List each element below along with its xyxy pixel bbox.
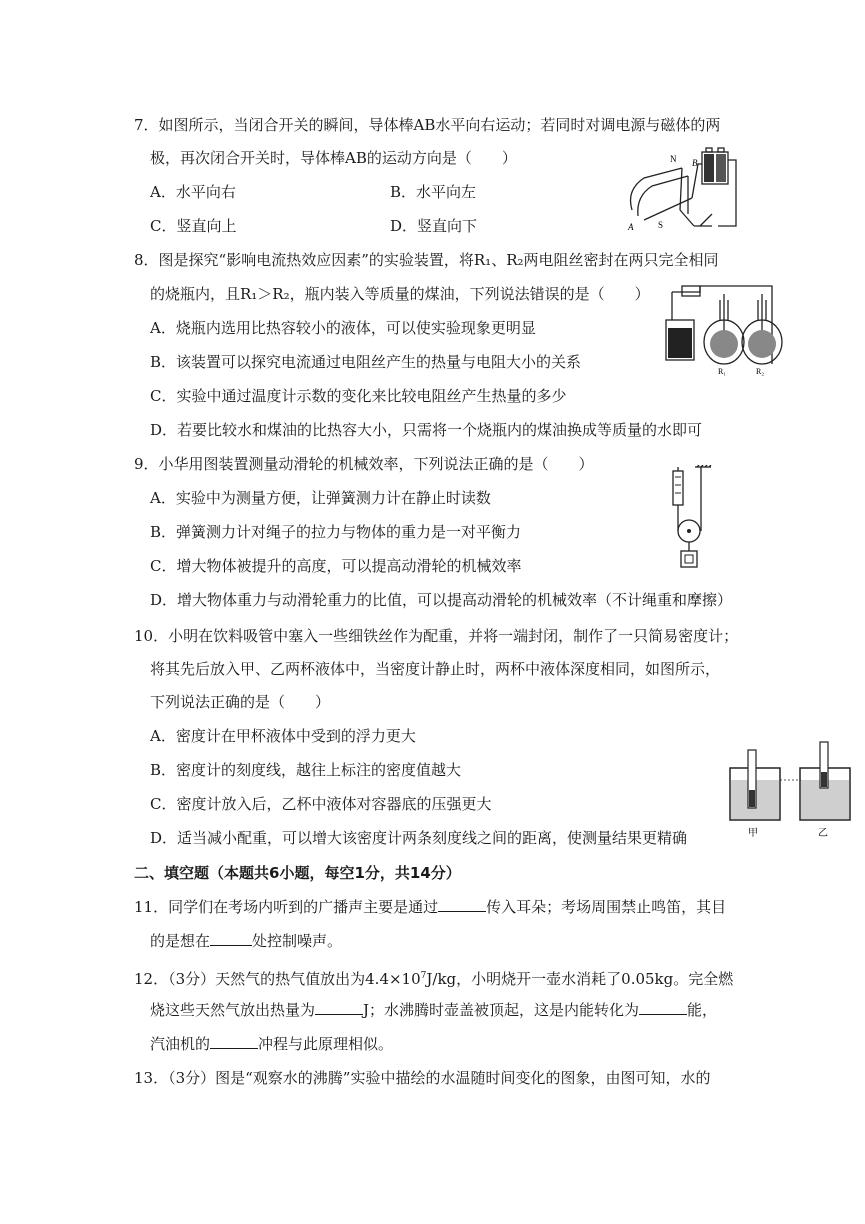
q13-stem: 13．（3分）图是“观察水的沸腾”实验中描绘的水温随时间变化的图象，由图可知，水的 (134, 1069, 711, 1087)
q9-stem: 9．小华用图装置测量动滑轮的机械效率，下列说法正确的是（ ） (134, 455, 594, 473)
q12-blank-1 (315, 1000, 363, 1015)
q10-stem-line3: 下列说法正确的是（ ） (150, 693, 331, 711)
q8-option-d: D．若要比较水和煤油的比热容大小，只需将一个烧瓶内的煤油换成等质量的水即可 (150, 421, 703, 439)
q10-figure-density-cups (726, 740, 854, 840)
q7-figure-label-n: N (670, 154, 677, 164)
q11-blank-2 (210, 931, 252, 946)
q12-exponent: 7 (420, 971, 427, 981)
q9-option-d: D．增大物体重力与动滑轮重力的比值，可以提高动滑轮的机械效率（不计绳重和摩擦） (150, 591, 733, 609)
q7-option-a: A．水平向右 (150, 183, 236, 201)
q10-option-b: B．密度计的刻度线，越往上标注的密度值越大 (150, 761, 462, 779)
q7-option-d: D．竖直向下 (390, 217, 478, 235)
q12-text-a: 12．（3分）天然气的热气值放出为4.4×10 (134, 970, 421, 988)
q11-text-a: 11．同学们在考场内听到的广播声主要是通过 (134, 898, 439, 916)
q10-stem-line2: 将其先后放入甲、乙两杯液体中，当密度计静止时，两杯中液体深度相同，如图所示， (150, 660, 721, 678)
q10-option-d: D．适当减小配重，可以增大该密度计两条刻度线之间的距离，使测量结果更精确 (150, 829, 688, 847)
q11-line1 (134, 897, 726, 917)
q8-option-a: A．烧瓶内选用比热容较小的液体，可以使实验现象更明显 (150, 319, 536, 337)
q9-option-a: A．实验中为测量方便，让弹簧测力计在静止时读数 (150, 489, 491, 507)
q11-text-c: 的是想在 (150, 932, 211, 950)
q12-text-b: J/kg，小明烧开一壶水消耗了0.05kg。完全燃 (426, 970, 734, 988)
q10-option-a: A．密度计在甲杯液体中受到的浮力更大 (150, 727, 416, 745)
q12-text-g: 冲程与此原理相似。 (258, 1035, 394, 1053)
q12-text-c: 烧这些天然气放出热量为 (150, 1001, 316, 1019)
q8-figure-heating-flasks (660, 280, 788, 376)
q7-figure-label-a: A (628, 222, 634, 232)
q12-text-f: 汽油机的 (150, 1035, 211, 1053)
q11-blank-1 (438, 897, 486, 912)
q8-figure-label-r1: R₁ (718, 367, 727, 376)
q11-text-b: 传入耳朵；考场周围禁止鸣笛，其目 (486, 898, 727, 916)
q11-text-d: 处控制噪声。 (252, 932, 343, 950)
q7-option-b: B．水平向左 (390, 183, 477, 201)
q12-blank-3 (210, 1034, 258, 1049)
q8-option-c: C．实验中通过温度计示数的变化来比较电阻丝产生热量的多少 (150, 387, 567, 405)
q9-option-b: B．弹簧测力计对绳子的拉力与物体的重力是一对平衡力 (150, 523, 522, 541)
q12-line1 (134, 966, 733, 989)
q8-option-b: B．该装置可以探究电流通过电阻丝产生的热量与电阻大小的关系 (150, 353, 582, 371)
q12-text-e: 能， (687, 1001, 718, 1019)
q12-line3 (150, 1034, 393, 1054)
q9-figure-pulley (665, 465, 715, 577)
q12-blank-2 (639, 1000, 687, 1015)
q11-line2 (150, 931, 342, 951)
q7-stem-line2: 极，再次闭合开关时，导体棒AB的运动方向是（ ） (150, 149, 517, 167)
q12-line2 (150, 1000, 717, 1020)
section2-heading: 二、填空题（本题共6小题，每空1分，共14分） (134, 864, 461, 882)
q7-figure-label-s: S (658, 220, 664, 230)
q10-option-c: C．密度计放入后，乙杯中液体对容器底的压强更大 (150, 795, 492, 813)
q10-figure-label-yi: 乙 (818, 828, 828, 839)
q7-figure-magnet-circuit (622, 140, 740, 236)
q12-text-d: J；水沸腾时壶盖被顶起，这是内能转化为 (363, 1001, 640, 1019)
q9-option-c: C．增大物体被提升的高度，可以提高动滑轮的机械效率 (150, 557, 522, 575)
q10-stem-line1: 10．小明在饮料吸管中塞入一些细铁丝作为配重，并将一端封闭，制作了一只简易密度计； (134, 627, 739, 645)
q7-option-c: C．竖直向上 (150, 217, 237, 235)
q7-stem-line1: 7．如图所示，当闭合开关的瞬间，导体棒AB水平向右运动；若同时对调电源与磁体的两 (134, 116, 721, 134)
q8-stem-line1: 8．图是探究“影响电流热效应因素”的实验装置，将R₁、R₂两电阻丝密封在两只完全相同 (134, 251, 719, 269)
q10-figure-label-jia: 甲 (748, 828, 758, 839)
q8-stem-line2: 的烧瓶内，且R₁＞R₂，瓶内装入等质量的煤油，下列说法错误的是（ ） (150, 285, 650, 303)
q7-figure-label-b: B (692, 158, 698, 168)
q8-figure-label-r2: R₂ (756, 367, 765, 376)
